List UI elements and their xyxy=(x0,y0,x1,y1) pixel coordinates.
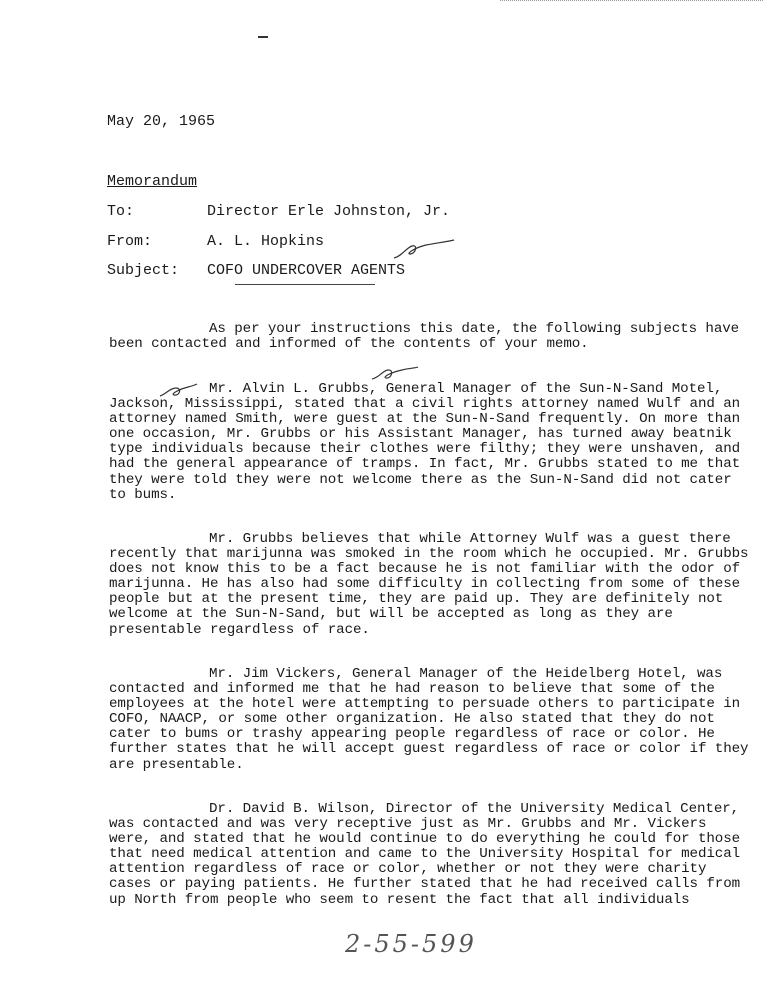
paragraph-intro: As per your instructions this date, the following subjects have been contacted and informed of the contents of your memo. xyxy=(109,321,740,353)
stray-mark xyxy=(258,36,268,38)
from-value: A. L. Hopkins xyxy=(207,233,325,250)
paragraph-wilson: Dr. David B. Wilson, Director of the University Medical Center, was contacted and was very receptive just as Mr. Grubbs and Mr. Vickers were, and stated that he would continue to do everything he could for those that need medical attention and came to the University Hospital for medical attention regardless of race or color, whether or not they were charity cases or paying patients. He further stated that he had received calls from up North from people who seem to resent the fact that all individuals xyxy=(109,801,741,908)
from-row xyxy=(107,233,324,250)
from-label: From: xyxy=(107,233,153,250)
memo-heading: Memorandum xyxy=(107,173,198,190)
to-row xyxy=(107,203,450,220)
memo-date: May 20, 1965 xyxy=(107,113,216,130)
top-edge-mark xyxy=(500,0,763,4)
subject-label: Subject: xyxy=(107,262,180,279)
paragraph-grubbs: Mr. Alvin L. Grubbs, General Manager of the Sun-N-Sand Motel, Jackson, Mississippi, stated that a civil rights attorney named Wulf and an attorney named Smith, were guest at the Sun-N-Sand frequently. On more than one occasion, Mr. Grubbs or his Assistant Manager, has turned away beatnik type individuals because their clothes were filthy; they were unshaven, and had the general appearance of tramps. In fact, Mr. Grubbs stated to me that they were told they were not welcome there as the Sun-N-Sand did not cater to bums. xyxy=(109,381,741,503)
to-value: Director Erle Johnston, Jr. xyxy=(207,203,451,220)
handwritten-check-mark xyxy=(392,238,456,262)
subject-value: COFO UNDERCOVER AGENTS xyxy=(207,262,406,279)
paragraph-grubbs-followup: Mr. Grubbs believes that while Attorney Wulf was a guest there recently that marijunna was smoked in the room which he occupied. Mr. Grubbs does not know this to be a fact because he is not familiar with the odor of marijunna. He has also had some difficulty in collecting from some of these people but at the present time, they are paid up. They are definitely not welcome at the Sun-N-Sand, but will be accepted as long as they are presentable regardless of race. xyxy=(109,531,749,638)
handwritten-file-number: 2-55-599 xyxy=(345,930,477,958)
paragraph-vickers: Mr. Jim Vickers, General Manager of the Heidelberg Hotel, was contacted and informed me that he had reason to believe that some of the employees at the hotel were attempting to persuade others to participate in COFO, NAACP, or some other organization. He also stated that they do not cater to bums or trashy appearing people regardless of race or color. He further states that he will accept guest regardless of race or color if they are presentable. xyxy=(109,666,749,773)
subject-row xyxy=(107,262,405,279)
subject-underline-mark xyxy=(235,284,375,285)
to-label: To: xyxy=(107,203,135,220)
